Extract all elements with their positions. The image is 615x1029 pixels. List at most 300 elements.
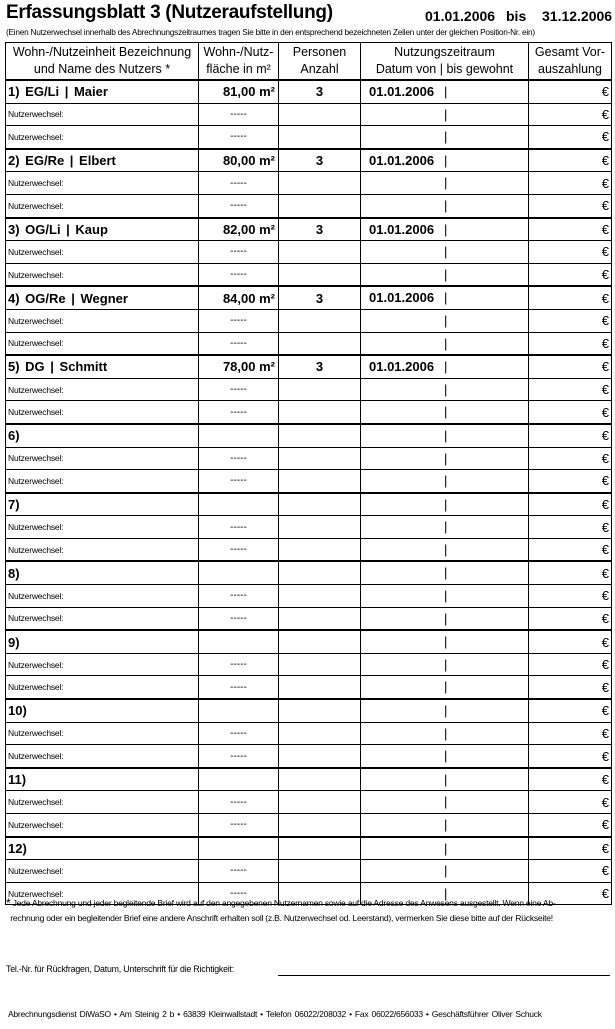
unit-row [6,424,612,447]
period-separator: | [444,541,448,557]
tenant-change-area-cell[interactable] [199,401,279,424]
unit-prepayment-cell[interactable] [529,561,612,584]
col-header-unit [6,43,199,81]
unit-persons-cell[interactable] [279,80,361,103]
unit-persons-cell[interactable] [279,286,361,309]
area-placeholder: ----- [230,750,247,762]
tenant-change-prepayment-cell[interactable] [529,263,612,286]
tenant-change-prepayment-cell[interactable] [529,538,612,561]
euro-sign: € [601,725,609,741]
tenant-change-area-cell[interactable] [199,241,279,264]
tenant-change-period-cell[interactable] [361,263,529,286]
tenant-change-row [6,538,612,561]
tenant-change-period-cell[interactable] [361,103,529,126]
unit-area-cell[interactable] [199,561,279,584]
unit-name-cell[interactable] [6,837,199,860]
tenant-change-period-cell[interactable] [361,860,529,883]
period-separator: | [444,450,448,466]
tenant-change-period-cell[interactable] [361,378,529,401]
euro-sign: € [601,817,609,833]
tenant-change-area-cell[interactable] [199,172,279,195]
tenant-change-prepayment-cell[interactable] [529,103,612,126]
tenant-change-persons-cell[interactable] [279,447,361,470]
area-placeholder: ----- [230,452,247,464]
unit-prepayment-cell[interactable] [529,80,612,103]
area-placeholder: ----- [230,544,247,556]
period-separator: | [444,863,448,879]
tenant-change-prepayment-cell[interactable] [529,172,612,195]
tenant-change-area-cell[interactable] [199,814,279,837]
euro-sign: € [601,198,609,214]
unit-row [6,493,612,516]
unit-persons-cell[interactable] [279,837,361,860]
tenant-change-period-cell[interactable] [361,194,529,217]
euro-sign: € [601,450,609,466]
tenant-change-period-cell[interactable] [361,447,529,470]
tenant-change-row [6,194,612,217]
tenant-change-area-cell[interactable] [199,103,279,126]
unit-label: 12) [8,840,27,856]
unit-area-cell[interactable] [199,80,279,103]
unit-prepayment-cell[interactable] [529,630,612,653]
tenant-change-area-cell[interactable] [199,653,279,676]
euro-sign: € [601,313,609,329]
tenant-change-area-cell[interactable] [199,263,279,286]
tenant-change-persons-cell[interactable] [279,470,361,493]
tenant-change-persons-cell[interactable] [279,722,361,745]
unit-from-date: 01.01.2006 [369,359,435,375]
unit-persons: 3 [315,359,324,375]
unit-name-cell[interactable] [6,80,199,103]
tenant-change-period-cell[interactable] [361,401,529,424]
unit-area-cell[interactable] [199,286,279,309]
period-separator: | [444,588,448,604]
euro-sign: € [601,175,609,191]
tenant-change-area-cell[interactable] [199,332,279,355]
period-separator: | [444,565,448,581]
company-footer: Abrechnungsdienst DiWaSO • Am Steinig 2 b • 63839 Kleinwallstadt • Telefon 06022/208032 • Fax 06022/656033 • Geschäftsführer Oliver Schuck [8,1009,542,1019]
area-placeholder: ----- [230,315,247,327]
tenant-change-persons-cell[interactable] [279,332,361,355]
tenant-change-row [6,241,612,264]
area-placeholder: ----- [230,681,247,693]
unit-period-cell[interactable] [361,286,529,309]
tenant-change-period-cell[interactable] [361,585,529,608]
unit-name-cell[interactable] [6,699,199,722]
euro-sign: € [601,290,609,306]
euro-sign: € [601,519,609,535]
euro-sign: € [601,267,609,283]
unit-prepayment-cell[interactable] [529,218,612,241]
tenant-change-label: Nutzerwechsel: [8,315,64,326]
tenant-change-row [6,172,612,195]
tenant-change-prepayment-cell[interactable] [529,401,612,424]
period-separator: | [444,175,448,191]
asterisk: * [6,896,11,910]
tenant-change-area-cell[interactable] [199,607,279,630]
unit-persons-cell[interactable] [279,355,361,378]
tenant-change-name-cell[interactable] [6,263,199,286]
col-header-prepayment [529,43,612,81]
unit-name-cell[interactable] [6,286,199,309]
col-header-line1: Gesamt Vor- [534,45,606,59]
unit-name-cell[interactable] [6,149,199,172]
instruction-note: (Einen Nutzerwechsel innerhalb des Abrechnungszeitraumes tragen Sie bitte in den entsprechend bezeichneten Zeilen unter der gleichen Position-Nr. ein) [6,27,535,37]
euro-sign: € [601,772,609,788]
col-header-area [199,43,279,81]
period-separator: | [444,359,448,375]
tenant-change-persons-cell[interactable] [279,791,361,814]
tenant-change-area-cell[interactable] [199,470,279,493]
euro-sign: € [601,84,609,100]
tenant-change-period-cell[interactable] [361,516,529,539]
unit-area-cell[interactable] [199,355,279,378]
tenant-change-name-cell[interactable] [6,791,199,814]
euro-sign: € [601,703,609,719]
period-separator: | [444,404,448,420]
tenant-change-period-cell[interactable] [361,309,529,332]
unit-period-cell[interactable] [361,424,529,447]
unit-label: 1) EG/Li | Maier [8,84,108,100]
unit-prepayment-cell[interactable] [529,493,612,516]
tenant-change-name-cell[interactable] [6,103,199,126]
euro-sign: € [601,359,609,375]
area-placeholder: ----- [230,888,247,900]
unit-label: 7) [8,496,20,512]
tenant-change-name-cell[interactable] [6,447,199,470]
tenant-change-persons-cell[interactable] [279,309,361,332]
area-placeholder: ----- [230,865,247,877]
tenant-change-persons-cell[interactable] [279,401,361,424]
unit-area-cell[interactable] [199,837,279,860]
tenant-change-label: Nutzerwechsel: [8,522,64,533]
tenant-change-row [6,676,612,699]
euro-sign: € [601,794,609,810]
tenant-change-area-cell[interactable] [199,791,279,814]
euro-sign: € [601,382,609,398]
unit-period-cell[interactable] [361,80,529,103]
tenant-change-label: Nutzerwechsel: [8,613,64,624]
tenant-change-label: Nutzerwechsel: [8,407,64,418]
unit-area-cell[interactable] [199,699,279,722]
signature-line[interactable] [278,975,610,976]
period-separator: | [444,634,448,650]
tenant-change-prepayment-cell[interactable] [529,470,612,493]
footnote-line2: rechnung oder ein begleitender Brief eine andere Anschrift erhalten soll (z.B. Nutzerwechsel od. Leerstand), vermerken Sie diese bitte auf der Rückseite! [10,913,553,923]
unit-prepayment-cell[interactable] [529,286,612,309]
unit-area-cell[interactable] [199,630,279,653]
tenant-change-period-cell[interactable] [361,241,529,264]
period-separator: | [444,610,448,626]
unit-row [6,218,612,241]
tenant-change-name-cell[interactable] [6,653,199,676]
tenant-change-period-cell[interactable] [361,538,529,561]
tenant-change-persons-cell[interactable] [279,241,361,264]
period-separator: | [444,221,448,237]
tenant-change-name-cell[interactable] [6,401,199,424]
tenant-change-prepayment-cell[interactable] [529,194,612,217]
tenant-change-persons-cell[interactable] [279,676,361,699]
tenant-change-persons-cell[interactable] [279,814,361,837]
euro-sign: € [601,588,609,604]
unit-period-cell[interactable] [361,561,529,584]
unit-label: 2) EG/Re | Elbert [8,153,116,169]
col-header-line2: fläche in m² [206,62,271,76]
period-separator: | [444,519,448,535]
tenant-change-row [6,103,612,126]
tenant-change-name-cell[interactable] [6,860,199,883]
unit-area: 80,00 m² [222,153,275,169]
tenant-change-area-cell[interactable] [199,447,279,470]
tenant-change-name-cell[interactable] [6,172,199,195]
tenant-change-period-cell[interactable] [361,607,529,630]
area-placeholder: ----- [230,269,247,281]
tenant-change-label: Nutzerwechsel: [8,590,64,601]
unit-period-cell[interactable] [361,218,529,241]
unit-row [6,699,612,722]
unit-area-cell[interactable] [199,493,279,516]
unit-period-cell[interactable] [361,493,529,516]
period-bis-label: bis [506,8,527,24]
period-from: 01.01.2006 [425,8,496,24]
unit-area-cell[interactable] [199,149,279,172]
period-separator: | [444,381,448,397]
unit-prepayment-cell[interactable] [529,699,612,722]
unit-area-cell[interactable] [199,768,279,791]
unit-area: 84,00 m² [222,290,275,306]
tenant-change-persons-cell[interactable] [279,585,361,608]
tenant-change-label: Nutzerwechsel: [8,384,64,395]
tenant-change-row [6,126,612,149]
tenant-change-label: Nutzerwechsel: [8,475,64,486]
col-header-period [361,43,529,81]
unit-persons-cell[interactable] [279,149,361,172]
tenant-change-name-cell[interactable] [6,538,199,561]
area-placeholder: ----- [230,590,247,602]
tenant-change-persons-cell[interactable] [279,263,361,286]
tenant-change-prepayment-cell[interactable] [529,791,612,814]
col-header-line1: Wohn-/Nutz- [203,45,274,59]
tenant-change-prepayment-cell[interactable] [529,676,612,699]
euro-sign: € [601,565,609,581]
tenant-change-row [6,470,612,493]
tenant-change-persons-cell[interactable] [279,653,361,676]
unit-persons-cell[interactable] [279,768,361,791]
col-header-persons [279,43,361,81]
unit-persons: 3 [315,221,324,237]
unit-period-cell[interactable] [361,355,529,378]
area-placeholder: ----- [230,246,247,258]
tenant-change-row [6,332,612,355]
euro-sign: € [601,840,609,856]
tenant-change-name-cell[interactable] [6,126,199,149]
tenant-change-area-cell[interactable] [199,309,279,332]
tenant-change-prepayment-cell[interactable] [529,745,612,768]
tenant-change-name-cell[interactable] [6,241,199,264]
euro-sign: € [601,129,609,145]
unit-label: 8) [8,565,20,581]
tenant-change-persons-cell[interactable] [279,126,361,149]
area-placeholder: ----- [230,177,247,189]
tenant-change-prepayment-cell[interactable] [529,309,612,332]
tenant-change-persons-cell[interactable] [279,194,361,217]
unit-persons-cell[interactable] [279,699,361,722]
tenant-change-prepayment-cell[interactable] [529,653,612,676]
period-separator: | [444,266,448,282]
tenant-change-name-cell[interactable] [6,470,199,493]
unit-prepayment-cell[interactable] [529,355,612,378]
tenant-change-prepayment-cell[interactable] [529,126,612,149]
tenant-change-area-cell[interactable] [199,722,279,745]
period-separator: | [444,197,448,213]
unit-period-cell[interactable] [361,837,529,860]
unit-period-cell[interactable] [361,630,529,653]
unit-row [6,768,612,791]
tenant-change-name-cell[interactable] [6,585,199,608]
unit-persons-cell[interactable] [279,561,361,584]
tenant-change-area-cell[interactable] [199,126,279,149]
unit-area-cell[interactable] [199,424,279,447]
euro-sign: € [601,496,609,512]
tenant-change-label: Nutzerwechsel: [8,819,64,830]
tenant-change-period-cell[interactable] [361,470,529,493]
tenant-change-name-cell[interactable] [6,607,199,630]
tenant-change-name-cell[interactable] [6,194,199,217]
tenant-change-persons-cell[interactable] [279,516,361,539]
col-header-line1: Personen [292,45,347,59]
unit-prepayment-cell[interactable] [529,837,612,860]
tenant-change-name-cell[interactable] [6,516,199,539]
tenant-change-period-cell[interactable] [361,126,529,149]
unit-prepayment-cell[interactable] [529,768,612,791]
euro-sign: € [601,634,609,650]
tenant-change-prepayment-cell[interactable] [529,814,612,837]
tenant-change-period-cell[interactable] [361,676,529,699]
unit-label: 10) [8,703,27,719]
tenant-change-name-cell[interactable] [6,309,199,332]
unit-name-cell[interactable] [6,493,199,516]
tenant-change-label: Nutzerwechsel: [8,544,64,555]
tenant-change-period-cell[interactable] [361,172,529,195]
unit-row [6,561,612,584]
footnote-line1: Jede Abrechnung und jeder begleitende Brief wird auf den angegebenen Nutzernamen sowie auf die Adresse des Anwesens ausgestellt. Wenn eine Ab- [12,898,556,908]
tenant-change-prepayment-cell[interactable] [529,378,612,401]
unit-name-cell[interactable] [6,561,199,584]
unit-row [6,286,612,309]
tenant-change-area-cell[interactable] [199,194,279,217]
period-separator: | [444,496,448,512]
tenant-change-prepayment-cell[interactable] [529,860,612,883]
tenant-change-area-cell[interactable] [199,585,279,608]
tenant-change-persons-cell[interactable] [279,172,361,195]
euro-sign: € [601,221,609,237]
col-header-line2: Anzahl [300,62,339,76]
unit-persons-cell[interactable] [279,424,361,447]
area-placeholder: ----- [230,727,247,739]
unit-name-cell[interactable] [6,630,199,653]
tenant-change-area-cell[interactable] [199,676,279,699]
tenant-change-prepayment-cell[interactable] [529,516,612,539]
unit-persons-cell[interactable] [279,218,361,241]
tenant-change-period-cell[interactable] [361,722,529,745]
tenant-change-area-cell[interactable] [199,538,279,561]
tenant-change-period-cell[interactable] [361,745,529,768]
tenant-change-area-cell[interactable] [199,516,279,539]
tenant-change-label: Nutzerwechsel: [8,888,64,899]
unit-period-cell[interactable] [361,768,529,791]
tenant-change-period-cell[interactable] [361,332,529,355]
tenant-change-area-cell[interactable] [199,378,279,401]
unit-name-cell[interactable] [6,768,199,791]
tenant-change-name-cell[interactable] [6,814,199,837]
tenant-change-name-cell[interactable] [6,745,199,768]
unit-period-cell[interactable] [361,149,529,172]
unit-row [6,837,612,860]
unit-name-cell[interactable] [6,424,199,447]
tenant-change-row [6,860,612,883]
area-placeholder: ----- [230,521,247,533]
unit-name-cell[interactable] [6,355,199,378]
tenant-change-area-cell[interactable] [199,745,279,768]
unit-label: 11) [8,772,27,788]
unit-period-cell[interactable] [361,699,529,722]
euro-sign: € [601,657,609,673]
tenant-change-name-cell[interactable] [6,378,199,401]
tenant-change-prepayment-cell[interactable] [529,722,612,745]
tenant-change-persons-cell[interactable] [279,607,361,630]
unit-label: 6) [8,428,20,444]
tenant-change-name-cell[interactable] [6,332,199,355]
tenant-change-prepayment-cell[interactable] [529,241,612,264]
euro-sign: € [601,542,609,558]
period-separator: | [444,885,448,901]
tenant-change-row [6,745,612,768]
area-placeholder: ----- [230,108,247,120]
tenant-change-prepayment-cell[interactable] [529,332,612,355]
tenant-change-period-cell[interactable] [361,653,529,676]
tenant-change-prepayment-cell[interactable] [529,447,612,470]
euro-sign: € [601,863,609,879]
unit-persons-cell[interactable] [279,630,361,653]
tenant-change-area-cell[interactable] [199,860,279,883]
tenant-change-row [6,585,612,608]
unit-area-cell[interactable] [199,218,279,241]
tenant-change-persons-cell[interactable] [279,538,361,561]
unit-row [6,80,612,103]
unit-name-cell[interactable] [6,218,199,241]
tenant-change-persons-cell[interactable] [279,103,361,126]
unit-persons-cell[interactable] [279,493,361,516]
tenant-change-prepayment-cell[interactable] [529,607,612,630]
period-separator: | [444,794,448,810]
period-separator: | [444,290,448,306]
tenant-change-row [6,378,612,401]
unit-prepayment-cell[interactable] [529,424,612,447]
tenant-change-period-cell[interactable] [361,791,529,814]
tenant-change-persons-cell[interactable] [279,378,361,401]
unit-label: 9) [8,634,20,650]
area-placeholder: ----- [230,406,247,418]
tenant-change-persons-cell[interactable] [279,745,361,768]
unit-prepayment-cell[interactable] [529,149,612,172]
tenant-change-label: Nutzerwechsel: [8,682,64,693]
tenant-change-persons-cell[interactable] [279,860,361,883]
tenant-change-period-cell[interactable] [361,814,529,837]
tenant-change-name-cell[interactable] [6,722,199,745]
tenant-change-prepayment-cell[interactable] [529,585,612,608]
period-separator: | [444,427,448,443]
tenant-change-name-cell[interactable] [6,676,199,699]
